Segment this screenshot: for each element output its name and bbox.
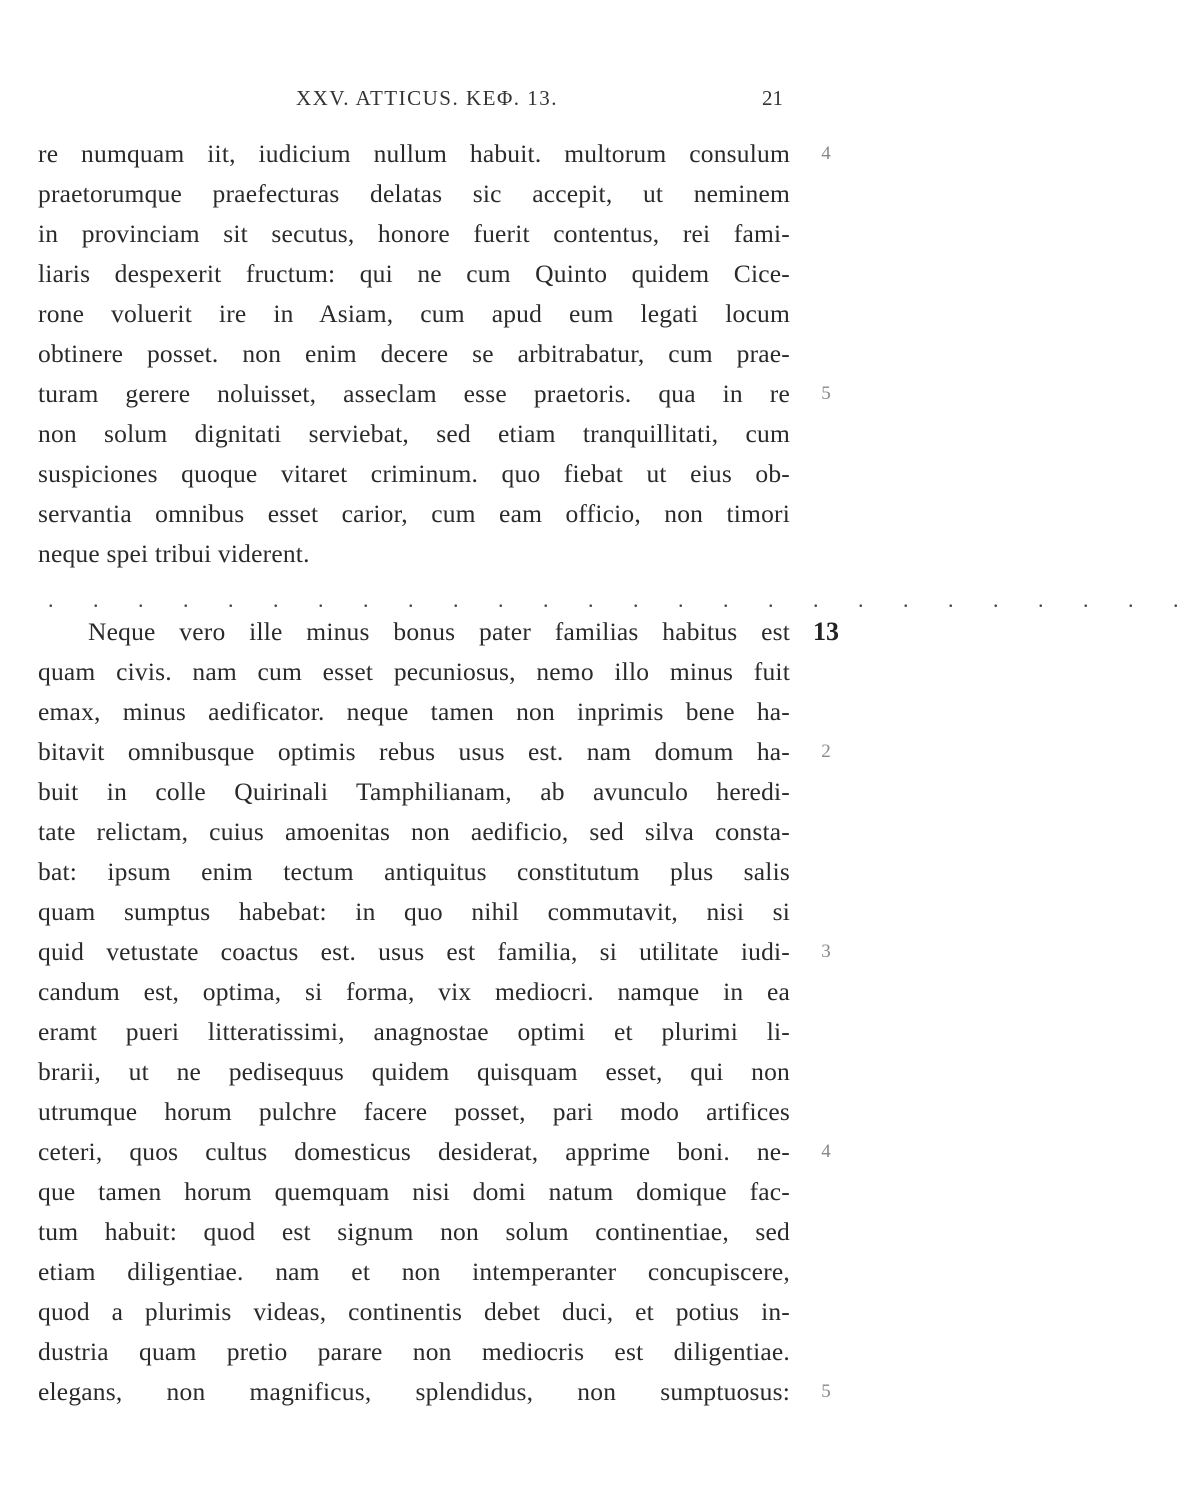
text-line: quid vetustate coactus est. usus est familia, si utilitate iudi- [38,937,790,966]
text-line: liaris despexerit fructum: qui ne cum Quinto quidem Cice- [38,259,790,288]
text-line: suspiciones quoque vitaret criminum. quo fiebat ut eius ob- [38,459,790,488]
text-line: rone voluerit ire in Asiam, cum apud eum legati locum [38,299,790,328]
text-line: turam gerere noluisset, asseclam esse praetoris. qua in re [38,379,790,408]
text-line: obtinere posset. non enim decere se arbitrabatur, cum prae- [38,339,790,368]
margin-section-number: 4 [821,143,831,164]
text-line: que tamen horum quemquam nisi domi natum domique fac- [38,1177,790,1206]
margin-section-number: 5 [821,383,831,404]
text-line: bat: ipsum enim tectum antiquitus constitutum plus salis [38,857,790,886]
running-head: XXV. ATTICUS. ΚΕΦ. 13. [296,86,559,110]
text-line: quam civis. nam cum esset pecuniosus, nemo illo minus fuit [38,657,790,686]
text-line: utrumque horum pulchre facere posset, pari modo artifices [38,1097,790,1126]
text-line: tate relictam, cuius amoenitas non aedificio, sed silva consta- [38,817,790,846]
text-line: quam sumptus habebat: in quo nihil commutavit, nisi si [38,897,790,926]
text-line: non solum dignitati serviebat, sed etiam tranquillitati, cum [38,419,790,448]
text-line: praetorumque praefecturas delatas sic accepit, ut neminem [38,179,790,208]
text-line: servantia omnibus esset carior, cum eam officio, non timori [38,499,790,528]
text-line: candum est, optima, si forma, vix mediocri. namque in ea [38,977,790,1006]
margin-section-number: 4 [821,1141,831,1162]
margin-section-number: 5 [821,1381,831,1402]
text-line: emax, minus aedificator. neque tamen non inprimis bene ha- [38,697,790,726]
text-line: Neque vero ille minus bonus pater familias habitus est [88,617,790,646]
chapter-number: 13 [813,617,839,646]
text-line: eramt pueri litteratissimi, anagnostae optimi et plurimi li- [38,1017,790,1046]
text-line: buit in colle Quirinali Tamphilianam, ab avunculo heredi- [38,777,790,806]
margin-section-number: 3 [821,941,831,962]
text-line: neque spei tribui viderent. [38,539,310,568]
ellipsis-divider: . . . . . . . . . . . . . . . . . . . . . . . . . . [48,587,1196,612]
text-line: elegans, non magnificus, splendidus, non sumptuosus: [38,1377,790,1406]
text-line: dustria quam pretio parare non mediocris est diligentiae. [38,1337,790,1366]
text-line: quod a plurimis videas, continentis debet duci, et potius in- [38,1297,790,1326]
text-line: brarii, ut ne pedisequus quidem quisquam esset, qui non [38,1057,790,1086]
text-line: in provinciam sit secutus, honore fuerit contentus, rei fami- [38,219,790,248]
text-line: tum habuit: quod est signum non solum continentiae, sed [38,1217,790,1246]
text-line: ceteri, quos cultus domesticus desiderat, apprime boni. ne- [38,1137,790,1166]
margin-section-number: 2 [821,741,831,762]
text-line: re numquam iit, iudicium nullum habuit. multorum consulum [38,139,790,168]
text-line: bitavit omnibusque optimis rebus usus est. nam domum ha- [38,737,790,766]
text-line: etiam diligentiae. nam et non intemperanter concupiscere, [38,1257,790,1286]
page-number: 21 [762,86,783,110]
